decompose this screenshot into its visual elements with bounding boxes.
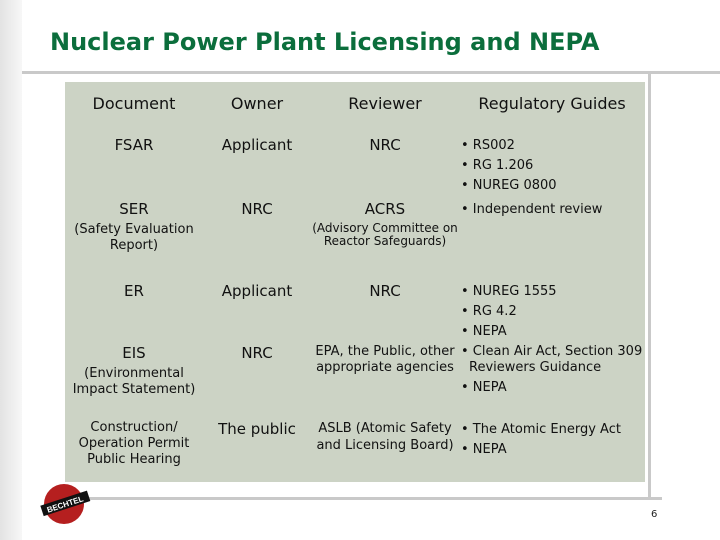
- slide-title: Nuclear Power Plant Licensing and NEPA: [50, 28, 600, 56]
- document-cell: EIS: [122, 344, 146, 362]
- guide-item: • RS002: [461, 138, 515, 153]
- reviewer-cell: EPA, the Public, other appropriate agencies: [315, 344, 455, 375]
- guide-item: • Clean Air Act, Section 309 Reviewers Guidance: [461, 344, 643, 375]
- guide-item: • The Atomic Energy Act: [461, 422, 621, 437]
- guide-item: • NEPA: [461, 380, 507, 395]
- document-subtitle: (Safety Evaluation Report): [74, 222, 194, 253]
- guide-item: • NUREG 1555: [461, 284, 557, 299]
- owner-cell: Applicant: [221, 282, 293, 300]
- header-guides: Regulatory Guides: [459, 82, 645, 136]
- licensing-table: [65, 82, 645, 482]
- guides-list: [459, 420, 645, 460]
- header-reviewer: Reviewer: [311, 82, 459, 136]
- table-row: [65, 420, 645, 482]
- guides-list: [459, 200, 645, 220]
- guide-item: • NUREG 0800: [461, 178, 557, 193]
- table-row: [65, 282, 645, 344]
- bottom-divider: [70, 497, 662, 500]
- header-document: Document: [65, 82, 203, 136]
- document-cell: FSAR: [114, 136, 154, 154]
- page-number: 6: [651, 509, 658, 520]
- document-cell: SER: [119, 200, 149, 218]
- document-cell: ER: [124, 282, 144, 300]
- owner-cell: Applicant: [221, 136, 293, 154]
- guides-list: [459, 282, 645, 342]
- owner-cell: The public: [218, 420, 296, 438]
- title-divider: [22, 71, 720, 74]
- table-row: [65, 136, 645, 200]
- owner-cell: NRC: [241, 200, 273, 218]
- right-divider: [648, 74, 651, 500]
- guide-item: • RG 4.2: [461, 304, 517, 319]
- bechtel-logo: [38, 480, 93, 528]
- guides-list: [459, 136, 645, 196]
- guide-item: • RG 1.206: [461, 158, 534, 173]
- guides-list: [459, 344, 645, 396]
- reviewer-subtitle: (Advisory Committee on Reactor Safeguards): [312, 221, 458, 248]
- header-owner: Owner: [203, 82, 311, 136]
- guide-item: • NEPA: [461, 324, 507, 339]
- left-band: [0, 0, 22, 540]
- table-header-row: [65, 82, 645, 136]
- reviewer-cell: ACRS: [364, 200, 406, 218]
- guide-item: • Independent review: [461, 202, 603, 217]
- logo-text: BECHTEL: [45, 494, 85, 515]
- document-cell: Construction/ Operation Permit Public Hearing: [78, 420, 190, 467]
- table-row: [65, 344, 645, 420]
- guide-item: • NEPA: [461, 442, 507, 457]
- document-subtitle: (Environmental Impact Statement): [72, 366, 196, 397]
- owner-cell: NRC: [241, 344, 273, 362]
- reviewer-cell: ASLB (Atomic Safety and Licensing Board): [316, 421, 454, 453]
- reviewer-cell: NRC: [369, 282, 401, 300]
- table-row: [65, 200, 645, 282]
- reviewer-cell: NRC: [369, 136, 401, 154]
